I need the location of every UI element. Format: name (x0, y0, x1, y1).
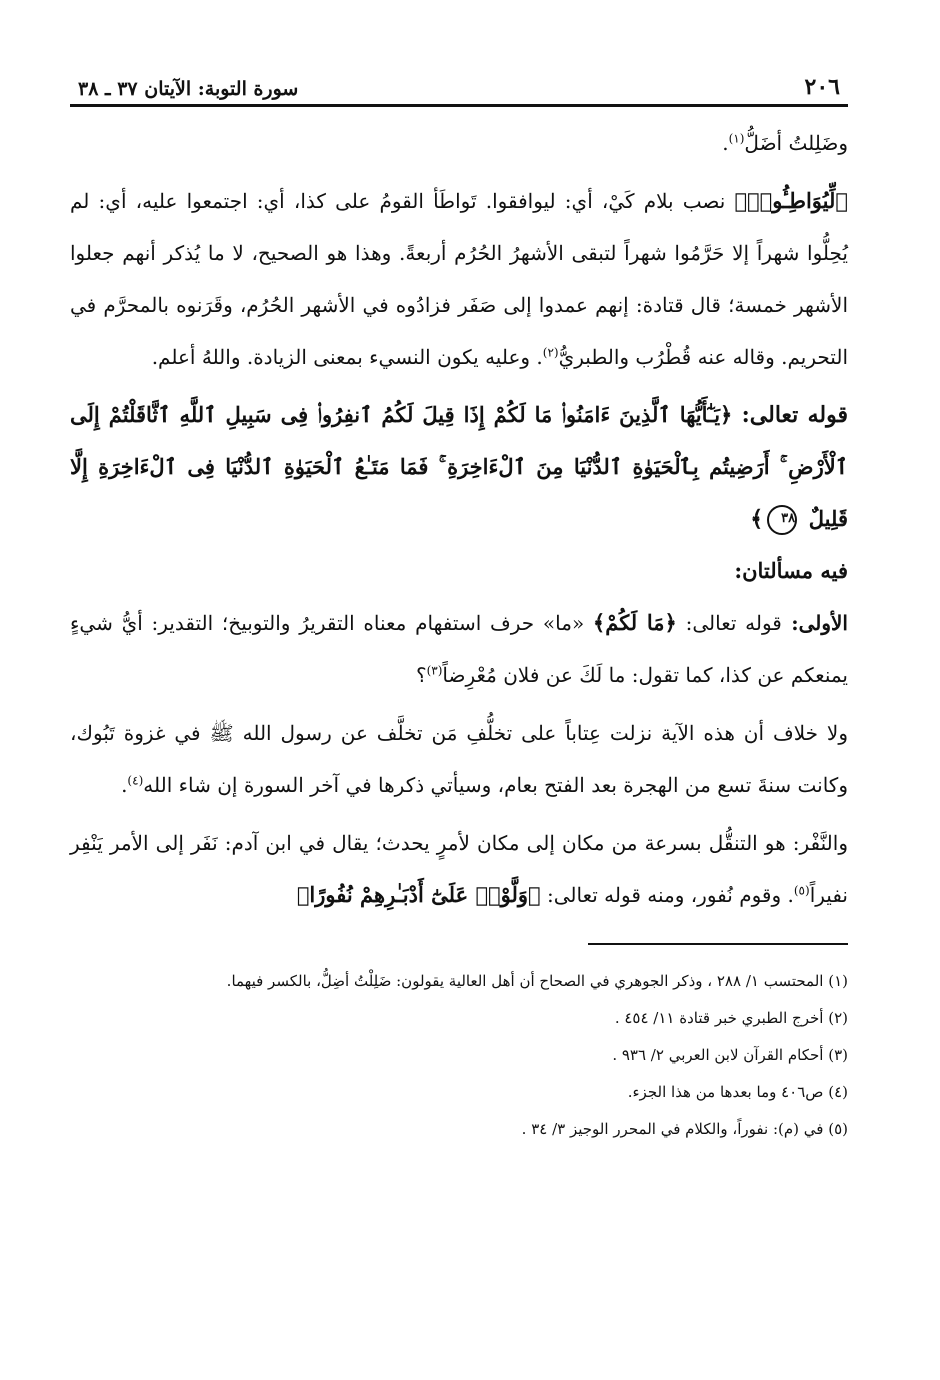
footnote-number: (١) (828, 972, 848, 990)
first-end: ؟ (415, 663, 427, 687)
footnote-text: في (م): نفوراً، والكلام في المحرر الوجيز ٣/ ٣٤ . (521, 1120, 824, 1138)
aya-number: ٣٨ (767, 505, 797, 535)
paragraph-first (70, 597, 848, 701)
footnote-number: (٥) (828, 1120, 848, 1138)
paragraph-4-text: والنَّفْر: هو التنقُّل بسرعة من مكان إلى مكان لأمرٍ يحدث؛ يقال في ابن آدم: نَفَر إلى الأمر يَنْفِر نفيراً (70, 831, 848, 907)
paragraph-1 (70, 117, 848, 169)
paragraph-1-text: وضَلِلتُ أضَلُّ (744, 131, 848, 155)
section-title: فيه مسألتان: (734, 558, 848, 583)
paragraph-3-text: ولا خلاف أن هذه الآية نزلت عِتاباً على تخلُّفِ مَن تخلَّف عن رسول الله ﷺ في غزوة تَبُوك، وكانت سنةَ تسع من الهجرة بعد الفتح بعام، وسيأتي ذكرها في آخر السورة إن شاء الله (70, 721, 848, 797)
footnote-number: (٢) (828, 1009, 848, 1027)
quran-quote: ﴿لِّيُوَاطِـُٔوا۟﴾ (734, 188, 848, 213)
paragraph-2 (70, 175, 848, 383)
footnote-ref-1: (١) (728, 131, 745, 146)
main-text (70, 107, 848, 921)
verse-close: ﴾ (750, 506, 764, 532)
paragraph-2-text: نصب بلام كَيْ، أي: ليوافقوا. تَواطَأ القومُ على كذا، أي: اجتمعوا عليه، أي: لم يُحِلُّوا شهراً إلا حَرَّمُوا شهراً لتبقى الأشهرُ الحُرُم أربعةً. وهذا هو الصحيح، لا ما يُذكر أنهم جعلوا الأشهر خمسة؛ قال قتادة: إنهم عمدوا إلى صَفَر فزادُوه في الأشهر الحُرُم، وقَرَنوه بالمحرَّم في التحريم. وقاله عنه قُطْرُب والطبريُّ (70, 189, 848, 369)
page-header (70, 64, 848, 107)
footnote-1 (70, 965, 848, 998)
paragraph-1-end: . (722, 131, 729, 155)
footnote-ref-3: (٣) (426, 663, 443, 678)
verse-text: ﴿يَـٰٓأَيُّهَا ٱلَّذِينَ ءَامَنُوا۟ مَا لَكُمْ إِذَا قِيلَ لَكُمُ ٱنفِرُوا۟ فِى سَبِيلِ ٱللَّهِ ٱثَّاقَلْتُمْ إِلَى ٱلْأَرْضِ ۚ أَرَضِيتُم بِٱلْحَيَوٰةِ ٱلدُّنْيَا مِنَ ٱلْءَاخِرَةِ ۚ فَمَا مَتَـٰعُ ٱلْحَيَوٰةِ ٱلدُّنْيَا فِى ٱلْءَاخِرَةِ إِلَّا قَلِيلٌ (70, 402, 848, 531)
footnote-text: أخرج الطبري خبر قتادة ١١/ ٤٥٤ . (614, 1009, 824, 1027)
footnotes (70, 965, 848, 1146)
footnote-text: ص٤٠٦ وما بعدها من هذا الجزء. (627, 1083, 824, 1101)
footnote-2 (70, 1002, 848, 1035)
footnote-text: المحتسب ١/ ٢٨٨ ، وذكر الجوهري في الصحاح أن أهل العالية يقولون: ضَلِلْتُ أضِلُّ، بالكسر فيهما. (226, 972, 824, 990)
page (70, 64, 848, 1150)
footnote-ref-4: (٤) (127, 773, 144, 788)
page-number: ٢٠٦ (804, 74, 840, 100)
verse-block (70, 389, 848, 545)
paragraph-4 (70, 817, 848, 921)
footnote-ref-5: (٥) (793, 883, 810, 898)
footnote-number: (٤) (828, 1083, 848, 1101)
first-label: الأولى: (781, 611, 848, 635)
paragraph-3 (70, 707, 848, 811)
paragraph-2-end: . وعليه يكون النسيء بمعنى الزيادة. واللهُ أعلم. (151, 345, 543, 369)
paragraph-3-end: . (121, 773, 128, 797)
footnote-separator (588, 943, 848, 945)
footnote-text: أحكام القرآن لابن العربي ٢/ ٩٣٦ . (612, 1046, 824, 1064)
footnote-number: (٣) (828, 1046, 848, 1064)
first-text-1: قوله تعالى: (676, 611, 782, 635)
verse-label: قوله تعالى: (732, 402, 848, 428)
footnote-ref-2: (٢) (542, 345, 559, 360)
first-text-2: «ما» حرف استفهام معناه التقريرُ والتوبيخ؛ التقدير: أيُّ شيءٍ يمنعكم عن كذا، كما تقول: ما لَكَ عن فلان مُعْرِضاً (70, 611, 848, 687)
paragraph-4-quote: ﴿وَلَّوْا۟ عَلَىٰٓ أَدْبَـٰرِهِمْ نُفُورًا﴾ (296, 882, 541, 907)
first-quote: ﴿مَا لَكُمْ﴾ (592, 610, 677, 635)
footnote-5 (70, 1113, 848, 1146)
running-title: سورة التوبة: الآيتان ٣٧ ـ ٣٨ (78, 78, 299, 100)
footnote-4 (70, 1076, 848, 1109)
footnote-3 (70, 1039, 848, 1072)
paragraph-4-text-2: . وقوم نُفور، ومنه قوله تعالى: (540, 883, 794, 907)
